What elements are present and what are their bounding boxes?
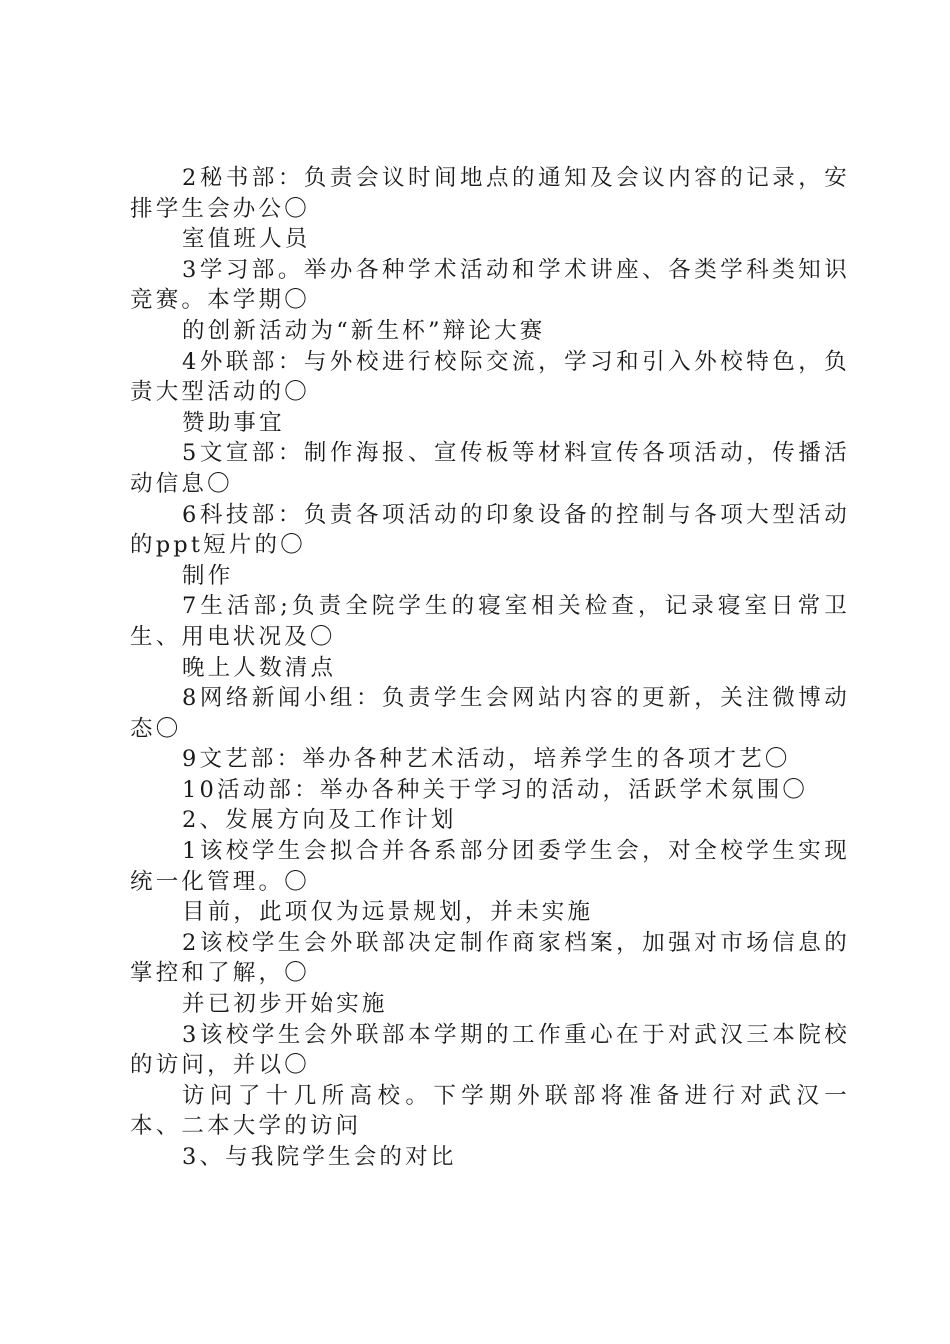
paragraph-text: 室值班人员 — [182, 226, 311, 253]
paragraph-study-dept-cont — [130, 316, 850, 347]
paragraph-text: 赞助事宜 — [182, 409, 285, 436]
paragraph-text: 7生活部;负责全院学生的寝室相关检查，记录寝室日常卫生、用电状况及〇 — [130, 593, 850, 650]
paragraph-text: 6科技部：负责各项活动的印象设备的控制与各项大型活动的ppt短片的〇 — [130, 501, 850, 559]
paragraph-tech-dept — [130, 500, 850, 561]
paragraph-life-dept-cont — [130, 653, 850, 684]
section-heading-plans — [130, 805, 850, 836]
paragraph-text: 1该校学生会拟合并各系部分团委学生会，对全校学生实现统一化管理。〇 — [130, 838, 850, 895]
paragraph-text: 8网络新闻小组：负责学生会网站内容的更新，关注微博动态〇 — [130, 685, 850, 742]
paragraph-text: 制作 — [182, 562, 234, 589]
paragraph-text: 的创新活动为“新生杯”辩论大赛 — [182, 317, 546, 344]
paragraph-plan-3-cont — [130, 1081, 850, 1142]
paragraph-publicity-dept — [130, 438, 850, 499]
paragraph-liaison-dept-cont — [130, 408, 850, 439]
paragraph-text: 3学习部。举办各种学术活动和学术讲座、各类学科类知识竞赛。本学期〇 — [130, 256, 850, 314]
paragraph-study-dept — [130, 255, 850, 316]
paragraph-liaison-dept — [130, 347, 850, 408]
paragraph-secretariat-cont — [130, 224, 850, 255]
paragraph-tech-dept-cont — [130, 561, 850, 592]
paragraph-text: 目前，此项仅为远景规划，并未实施 — [182, 899, 594, 926]
paragraph-text: 并已初步开始实施 — [182, 991, 388, 1018]
heading-text: 3、与我院学生会的对比 — [182, 1144, 457, 1170]
paragraph-life-dept — [130, 591, 850, 652]
heading-text: 2、发展方向及工作计划 — [182, 807, 457, 834]
paragraph-text: 5文宣部：制作海报、宣传板等材料宣传各项活动，传播活动信息〇 — [130, 440, 850, 497]
paragraph-text: 2秘书部：负责会议时间地点的通知及会议内容的记录，安排学生会办公〇 — [130, 165, 850, 222]
paragraph-text: 2该校学生会外联部决定制作商家档案，加强对市场信息的掌控和了解，〇 — [130, 929, 850, 987]
paragraph-plan-1 — [130, 836, 850, 897]
paragraph-plan-2-cont — [130, 989, 850, 1020]
paragraph-text: 访问了十几所高校。下学期外联部将准备进行对武汉一本、二本大学的访问 — [130, 1082, 850, 1140]
section-heading-comparison — [130, 1142, 850, 1173]
paragraph-text: 9文艺部：举办各种艺术活动，培养学生的各项才艺〇 — [182, 746, 791, 773]
document-body — [130, 163, 850, 1173]
paragraph-news-group — [130, 683, 850, 744]
paragraph-text: 晚上人数清点 — [182, 654, 337, 681]
paragraph-secretariat — [130, 163, 850, 224]
paragraph-text: 4外联部：与外校进行校际交流，学习和引入外校特色，负责大型活动的〇 — [130, 348, 850, 406]
paragraph-activity-dept — [130, 775, 850, 806]
paragraph-arts-dept — [130, 744, 850, 775]
paragraph-plan-1-cont — [130, 897, 850, 928]
paragraph-plan-2 — [130, 928, 850, 989]
paragraph-text: 3该校学生会外联部本学期的工作重心在于对武汉三本院校的访问，并以〇 — [130, 1021, 850, 1079]
paragraph-text: 10活动部：举办各种关于学习的活动，活跃学术氛围〇 — [182, 776, 809, 803]
paragraph-plan-3 — [130, 1020, 850, 1081]
